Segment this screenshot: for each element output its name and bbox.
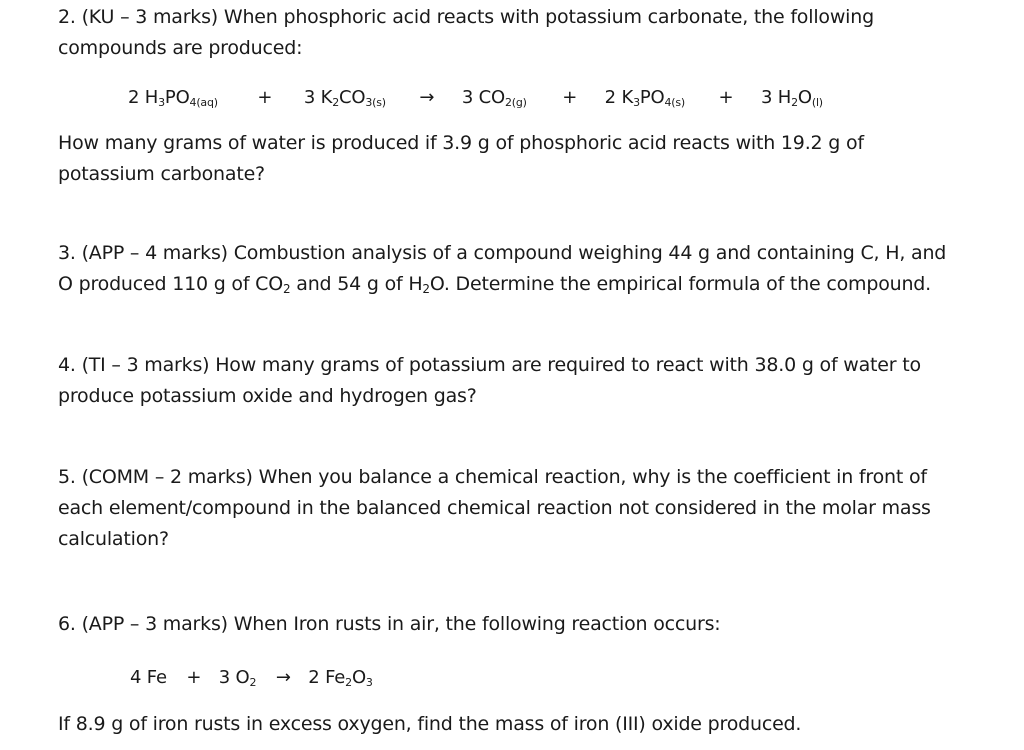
question-2-question-line-1: How many grams of water is produced if 3.9 g of phosphoric acid reacts with 19.2 g of bbox=[58, 132, 864, 154]
question-2-question bbox=[58, 128, 998, 190]
reactant-oxygen: 3 $O_2$ bbox=[218, 667, 257, 689]
product-potassium-phosphate: 2 $K_3PO_{4(s)}$ bbox=[604, 87, 686, 109]
question-3-line-1: 3. (APP – 4 marks) Combustion analysis of a compound weighing 44 g and containing C, H, and bbox=[58, 242, 947, 264]
plus-sign: + bbox=[186, 667, 202, 688]
question-6-intro bbox=[58, 609, 998, 640]
question-4-line-2: produce potassium oxide and hydrogen gas? bbox=[58, 385, 477, 407]
question-5 bbox=[58, 462, 998, 555]
question-6-equation bbox=[130, 667, 373, 688]
reactant-iron: 4 Fe bbox=[130, 667, 167, 688]
plus-sign: + bbox=[257, 87, 273, 108]
reactant-phosphoric-acid: 2 $H_3PO_{4(aq)}$ bbox=[128, 87, 218, 109]
plus-sign: + bbox=[718, 87, 734, 108]
question-2-line-2: compounds are produced: bbox=[58, 37, 303, 59]
question-6-question bbox=[58, 709, 998, 740]
product-water: 3 $H_2O_{(l)}$ bbox=[760, 87, 823, 109]
question-3-line-2: O produced 110 g of $CO_2$ and 54 g of $H_2O$. Determine the empirical formula of the compound. bbox=[58, 273, 931, 296]
reactant-potassium-carbonate: 3 $K_2CO_{3(s)}$ bbox=[303, 87, 386, 109]
reaction-arrow: → bbox=[419, 87, 435, 108]
question-4 bbox=[58, 350, 998, 412]
question-5-line-3: calculation? bbox=[58, 528, 169, 550]
product-iron-iii-oxide: 2 $Fe_2O_3$ bbox=[308, 667, 373, 689]
plus-sign: + bbox=[562, 87, 578, 108]
question-6-question-line: If 8.9 g of iron rusts in excess oxygen, find the mass of iron (III) oxide produced. bbox=[58, 713, 802, 735]
question-4-line-1: 4. (TI – 3 marks) How many grams of potassium are required to react with 38.0 g of water to bbox=[58, 354, 921, 376]
question-2-question-line-2: potassium carbonate? bbox=[58, 163, 265, 185]
product-carbon-dioxide: 3 $CO_{2(g)}$ bbox=[461, 87, 527, 109]
question-5-line-2: each element/compound in the balanced chemical reaction not considered in the molar mass bbox=[58, 497, 931, 519]
question-5-line-1: 5. (COMM – 2 marks) When you balance a chemical reaction, why is the coefficient in front of bbox=[58, 466, 927, 488]
question-2-intro bbox=[58, 2, 998, 64]
question-3 bbox=[58, 238, 998, 300]
reaction-arrow: → bbox=[275, 667, 291, 688]
question-2-equation bbox=[128, 87, 823, 108]
question-2-line-1: 2. (KU – 3 marks) When phosphoric acid reacts with potassium carbonate, the following bbox=[58, 6, 874, 28]
question-6-line-1: 6. (APP – 3 marks) When Iron rusts in air, the following reaction occurs: bbox=[58, 613, 721, 635]
